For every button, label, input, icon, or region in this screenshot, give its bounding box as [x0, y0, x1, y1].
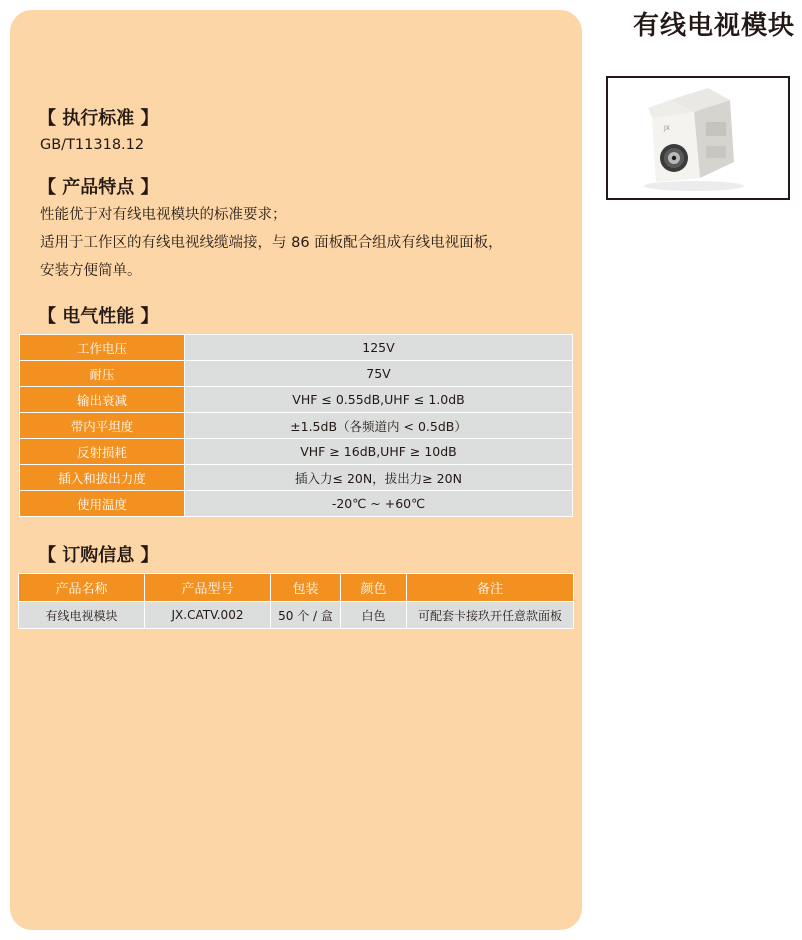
cell-packaging: 50 个 / 盒 [271, 602, 341, 629]
table-row [20, 335, 573, 361]
standard-heading: 【 执行标准 】 [38, 108, 159, 129]
cell-product-name: 有线电视模块 [19, 602, 145, 629]
spec-value: ±1.5dB（各频道内 < 0.5dB） [185, 413, 573, 439]
table-row [20, 439, 573, 465]
ordering-table [18, 573, 574, 629]
spec-value: VHF ≤ 0.55dB,UHF ≤ 1.0dB [185, 387, 573, 413]
spec-label: 耐压 [20, 361, 185, 387]
feature-line: 安装方便简单。 [40, 263, 142, 279]
ordering-heading: 【 订购信息 】 [38, 545, 159, 566]
feature-line: 适用于工作区的有线电视线缆端接，与 86 面板配合组成有线电视面板， [40, 235, 503, 251]
spec-value: 75V [185, 361, 573, 387]
column-header: 颜色 [341, 574, 407, 602]
table-row [20, 387, 573, 413]
table-header-row [19, 574, 574, 602]
table-row [20, 361, 573, 387]
electrical-spec-table [19, 334, 573, 517]
feature-line: 性能优于对有线电视模块的标准要求； [40, 207, 287, 223]
spec-value: -20℃ ~ +60℃ [185, 491, 573, 517]
spec-label: 工作电压 [20, 335, 185, 361]
catv-module-image [608, 78, 788, 198]
spec-value: 插入力≤ 20N，拔出力≥ 20N [185, 465, 573, 491]
cell-remarks: 可配套卡接玖开任意款面板 [407, 602, 574, 629]
spec-value: 125V [185, 335, 573, 361]
spec-label: 插入和拔出力度 [20, 465, 185, 491]
page-title: 有线电视模块 [632, 11, 795, 41]
column-header: 产品名称 [19, 574, 145, 602]
product-photo [606, 76, 790, 200]
spec-label: 使用温度 [20, 491, 185, 517]
svg-text:JX: JX [664, 125, 670, 132]
standard-text: GB/T11318.12 [40, 137, 145, 153]
column-header: 包装 [271, 574, 341, 602]
column-header: 备注 [407, 574, 574, 602]
table-row [20, 413, 573, 439]
spec-label: 带内平坦度 [20, 413, 185, 439]
electrical-heading: 【 电气性能 】 [38, 306, 159, 327]
spec-value: VHF ≥ 16dB,UHF ≥ 10dB [185, 439, 573, 465]
table-row [19, 602, 574, 629]
spec-label: 反射损耗 [20, 439, 185, 465]
cell-product-model: JX.CATV.002 [145, 602, 271, 629]
table-row [20, 491, 573, 517]
cell-color: 白色 [341, 602, 407, 629]
table-row [20, 465, 573, 491]
features-heading: 【 产品特点 】 [38, 177, 159, 198]
spec-label: 输出衰减 [20, 387, 185, 413]
column-header: 产品型号 [145, 574, 271, 602]
